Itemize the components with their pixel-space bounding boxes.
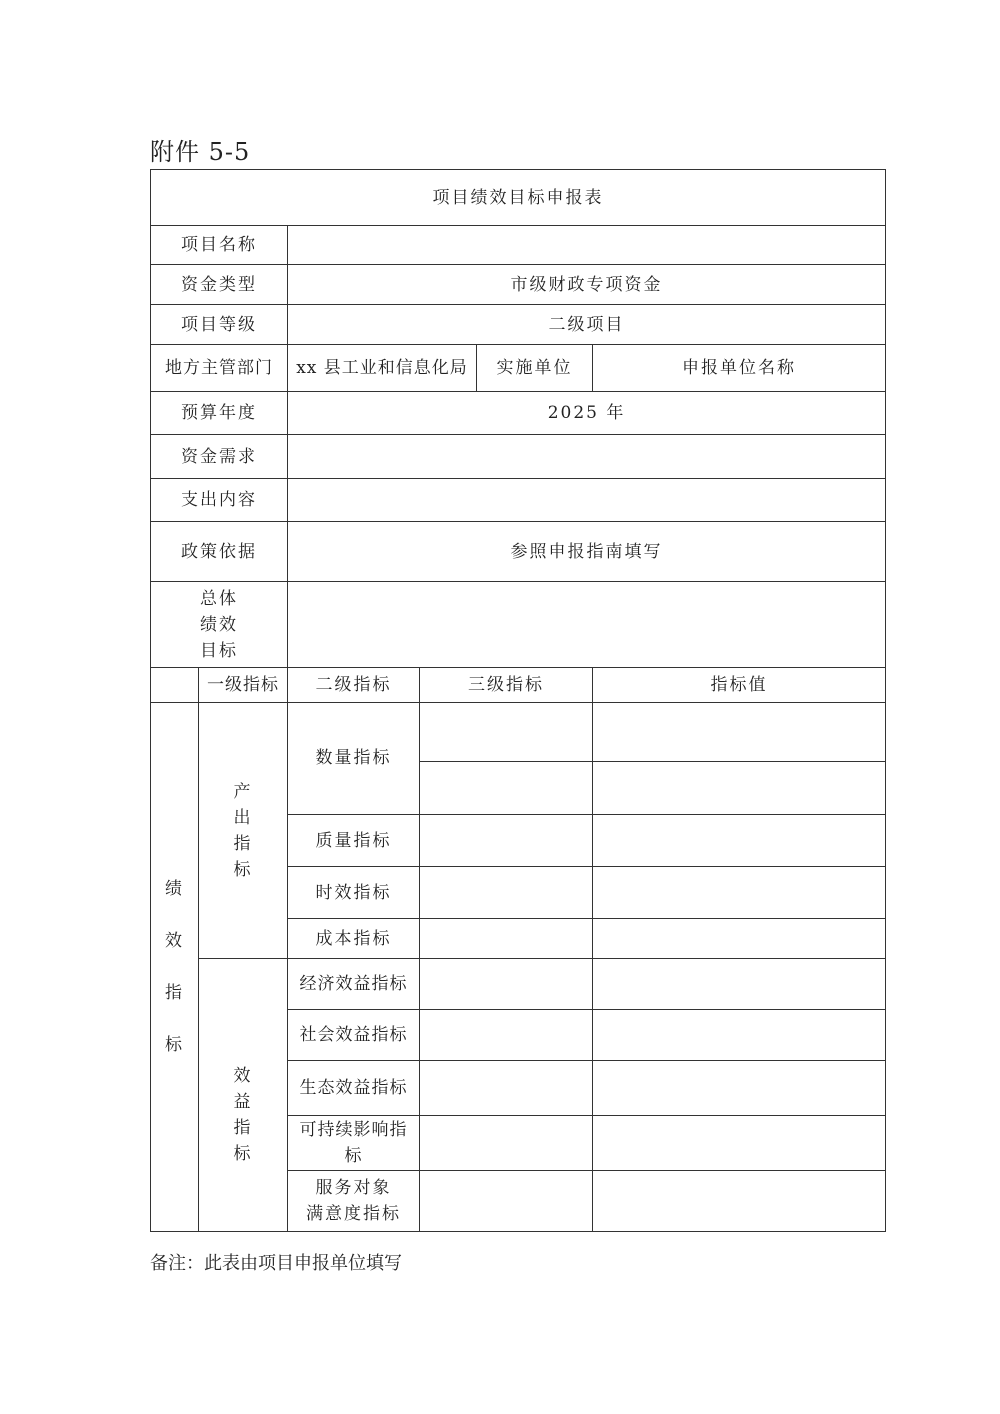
level3-indicator-cell[interactable] [420, 1061, 593, 1116]
indicator-value-cell[interactable] [593, 703, 886, 762]
social-benefit-label: 社会效益指标 [288, 1010, 420, 1061]
output-char: 出 [233, 807, 253, 828]
level3-indicator-cell[interactable] [420, 959, 593, 1010]
annex-label: 附件 5-5 [150, 138, 251, 166]
indicator-value-cell[interactable] [593, 1010, 886, 1061]
performance-char: 指 [165, 983, 184, 1003]
local-department-value[interactable]: xx 县工业和信息化局 [288, 345, 477, 392]
cost-indicator-label: 成本指标 [288, 919, 420, 959]
fund-demand-label: 资金需求 [151, 435, 288, 479]
performance-char: 效 [165, 931, 184, 951]
level3-indicator-cell[interactable] [420, 1010, 593, 1061]
indicator-value-cell[interactable] [593, 1061, 886, 1116]
expenditure-label: 支出内容 [151, 479, 288, 522]
ecological-benefit-label: 生态效益指标 [288, 1061, 420, 1116]
performance-char: 绩 [165, 879, 184, 899]
satisfaction-label-line1: 服务对象 [315, 1178, 392, 1198]
expenditure-value[interactable] [288, 479, 886, 522]
performance-target-form [150, 169, 886, 1232]
level3-indicator-header: 三级指标 [420, 668, 593, 703]
fund-type-label: 资金类型 [151, 265, 288, 305]
indicator-value-cell[interactable] [593, 1171, 886, 1232]
form-title: 项目绩效目标申报表 [151, 170, 886, 226]
benefit-char: 指 [233, 1118, 253, 1138]
performance-char: 标 [165, 1035, 184, 1055]
output-char: 产 [233, 781, 253, 802]
satisfaction-indicator-label [288, 1171, 420, 1232]
budget-year-label: 预算年度 [151, 392, 288, 435]
level3-indicator-cell[interactable] [420, 703, 593, 762]
level3-indicator-cell[interactable] [420, 867, 593, 919]
indicator-value-cell[interactable] [593, 762, 886, 815]
policy-basis-label: 政策依据 [151, 522, 288, 582]
level2-indicator-header: 二级指标 [288, 668, 420, 703]
benefit-char: 标 [233, 1144, 253, 1164]
indicator-value-header: 指标值 [593, 668, 886, 703]
level3-indicator-cell[interactable] [420, 815, 593, 867]
footnote: 备注：此表由项目申报单位填写 [150, 1253, 402, 1274]
project-level-value[interactable]: 二级项目 [288, 305, 886, 345]
timeliness-indicator-label: 时效指标 [288, 867, 420, 919]
local-department-label: 地方主管部门 [151, 345, 288, 392]
project-name-label: 项目名称 [151, 226, 288, 265]
project-level-label: 项目等级 [151, 305, 288, 345]
satisfaction-label-line2: 满意度指标 [306, 1204, 401, 1224]
indicator-value-cell[interactable] [593, 867, 886, 919]
implementing-unit-label: 实施单位 [477, 345, 593, 392]
benefit-char: 益 [233, 1092, 253, 1112]
level3-indicator-cell[interactable] [420, 1171, 593, 1232]
overall-goal-label: 总体绩效目标 [151, 582, 288, 668]
level3-indicator-cell[interactable] [420, 1116, 593, 1171]
project-name-value[interactable] [288, 226, 886, 265]
benefit-char: 效 [233, 1066, 253, 1086]
economic-benefit-label: 经济效益指标 [288, 959, 420, 1010]
output-char: 标 [233, 859, 253, 880]
output-indicators-label [199, 703, 288, 959]
indicator-value-cell[interactable] [593, 1116, 886, 1171]
overall-goal-value[interactable] [288, 582, 886, 668]
implementing-unit-value[interactable]: 申报单位名称 [593, 345, 886, 392]
quantity-indicator-label: 数量指标 [288, 703, 420, 815]
policy-basis-value[interactable]: 参照申报指南填写 [288, 522, 886, 582]
fund-demand-value[interactable] [288, 435, 886, 479]
indicator-value-cell[interactable] [593, 815, 886, 867]
benefit-indicators-label [199, 959, 288, 1232]
header-blank-cell [151, 668, 199, 703]
fund-type-value[interactable]: 市级财政专项资金 [288, 265, 886, 305]
level3-indicator-cell[interactable] [420, 919, 593, 959]
sustainable-impact-label: 可持续影响指标 [288, 1116, 420, 1171]
budget-year-value[interactable]: 2025 年 [288, 392, 886, 435]
level1-indicator-header: 一级指标 [199, 668, 288, 703]
output-char: 指 [233, 833, 253, 854]
indicator-value-cell[interactable] [593, 919, 886, 959]
indicator-value-cell[interactable] [593, 959, 886, 1010]
level3-indicator-cell[interactable] [420, 762, 593, 815]
performance-indicators-label [151, 703, 199, 1232]
quality-indicator-label: 质量指标 [288, 815, 420, 867]
